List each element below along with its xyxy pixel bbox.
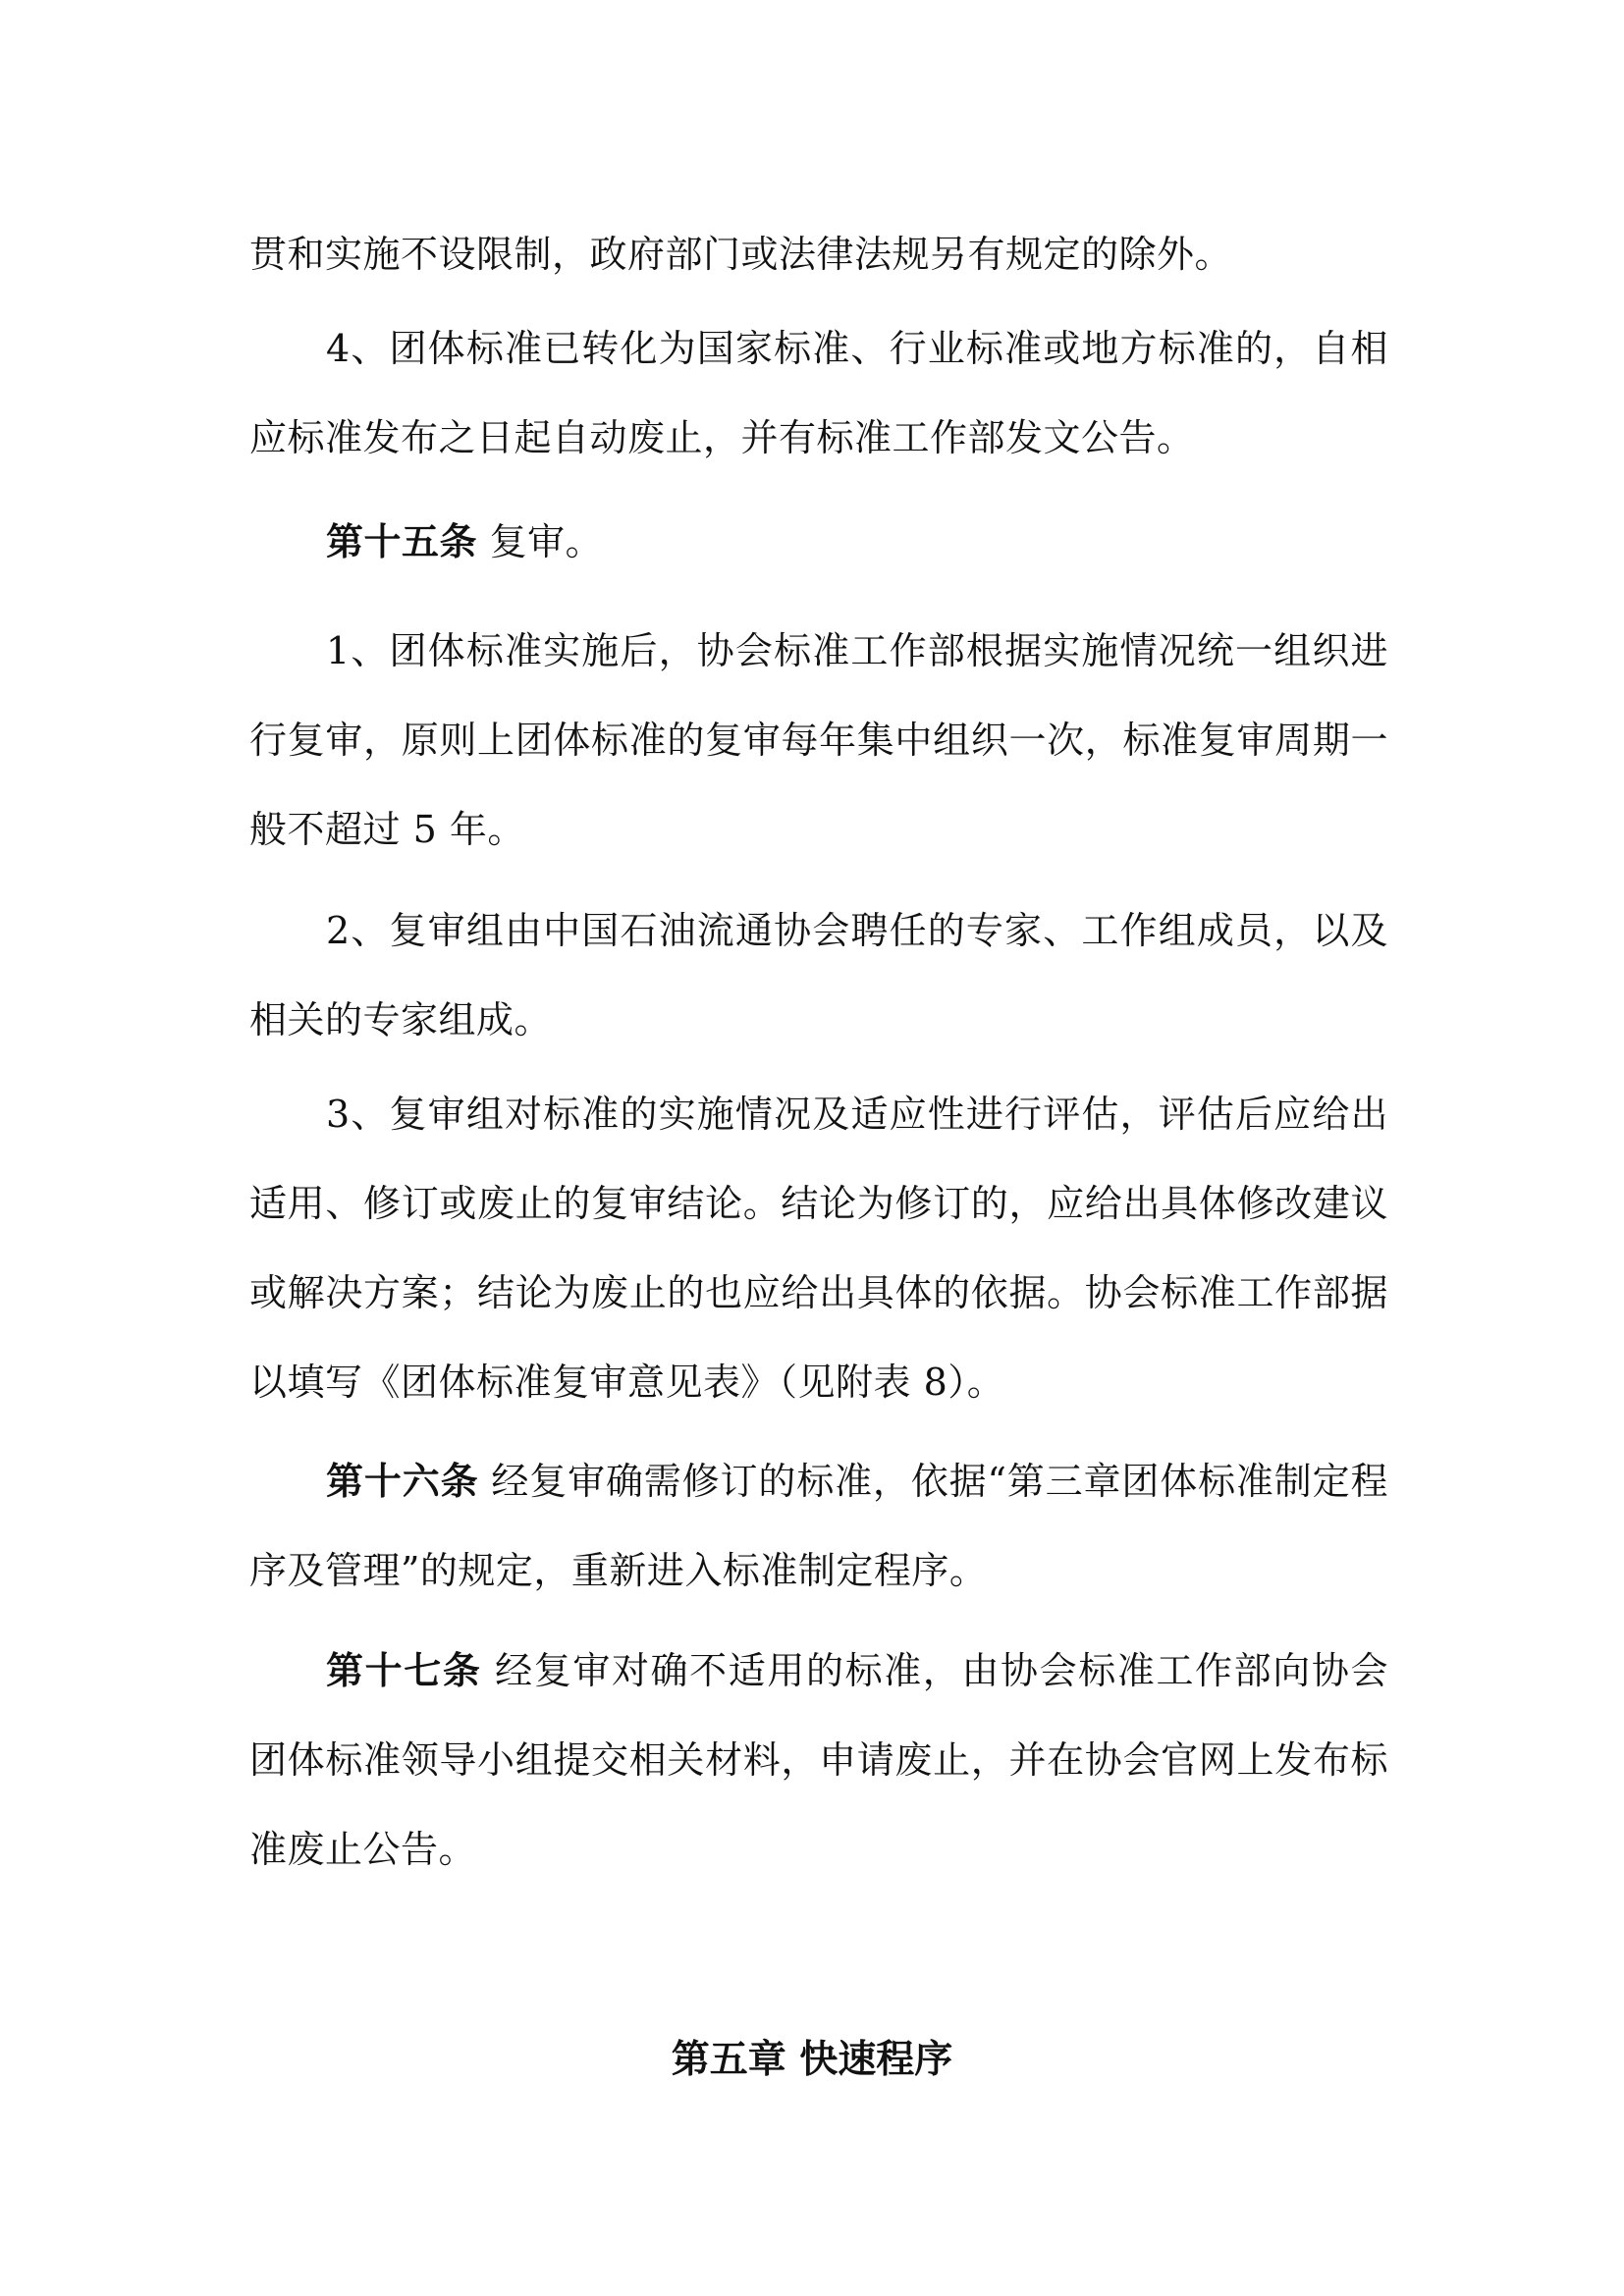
article-15-title: 第十五条 xyxy=(326,519,478,563)
paragraph-review-1: 1、团体标准实施后，协会标准工作部根据实施情况统一组织进行复审，原则上团体标准的复审每年集中组织一次，标准复审周期一般不超过 5 年。 xyxy=(249,629,1388,851)
article-17-text: 经复审对确不适用的标准，由协会标准工作部向协会团体标准领导小组提交相关材料，申请废止，并在协会官网上发布标准废止公告。 xyxy=(249,1649,1388,1871)
article-16 xyxy=(249,1436,1388,1616)
article-17 xyxy=(249,1626,1388,1895)
article-15-text: 复审。 xyxy=(477,520,604,563)
article-17-title: 第十七条 xyxy=(326,1648,482,1692)
article-16-text: 经复审确需修订的标准，依据“第三章团体标准制定程序及管理”的规定，重新进入标准制定程序。 xyxy=(249,1460,1388,1592)
paragraph-item-4: 4、团体标准已转化为国家标准、行业标准或地方标准的，自相应标准发布之日起自动废止，并有标准工作部发文公告。 xyxy=(249,327,1388,459)
article-16-title: 第十六条 xyxy=(326,1459,479,1503)
paragraph-continuation: 贯和实施不设限制，政府部门或法律法规另有规定的除外。 xyxy=(249,233,1233,276)
paragraph-review-2: 2、复审组由中国石油流通协会聘任的专家、工作组成员，以及相关的专家组成。 xyxy=(249,909,1388,1041)
paragraph-review-3: 3、复审组对标准的实施情况及适应性进行评估，评估后应给出适用、修订或废止的复审结论。结论为修订的，应给出具体修改建议或解决方案；结论为废止的也应给出具体的依据。协会标准工作部据以填写《团体标准复审意见表》（见附表 8）。 xyxy=(249,1093,1388,1404)
article-15 xyxy=(249,497,1388,587)
chapter-heading: 第五章 快速程序 xyxy=(671,2037,953,2082)
